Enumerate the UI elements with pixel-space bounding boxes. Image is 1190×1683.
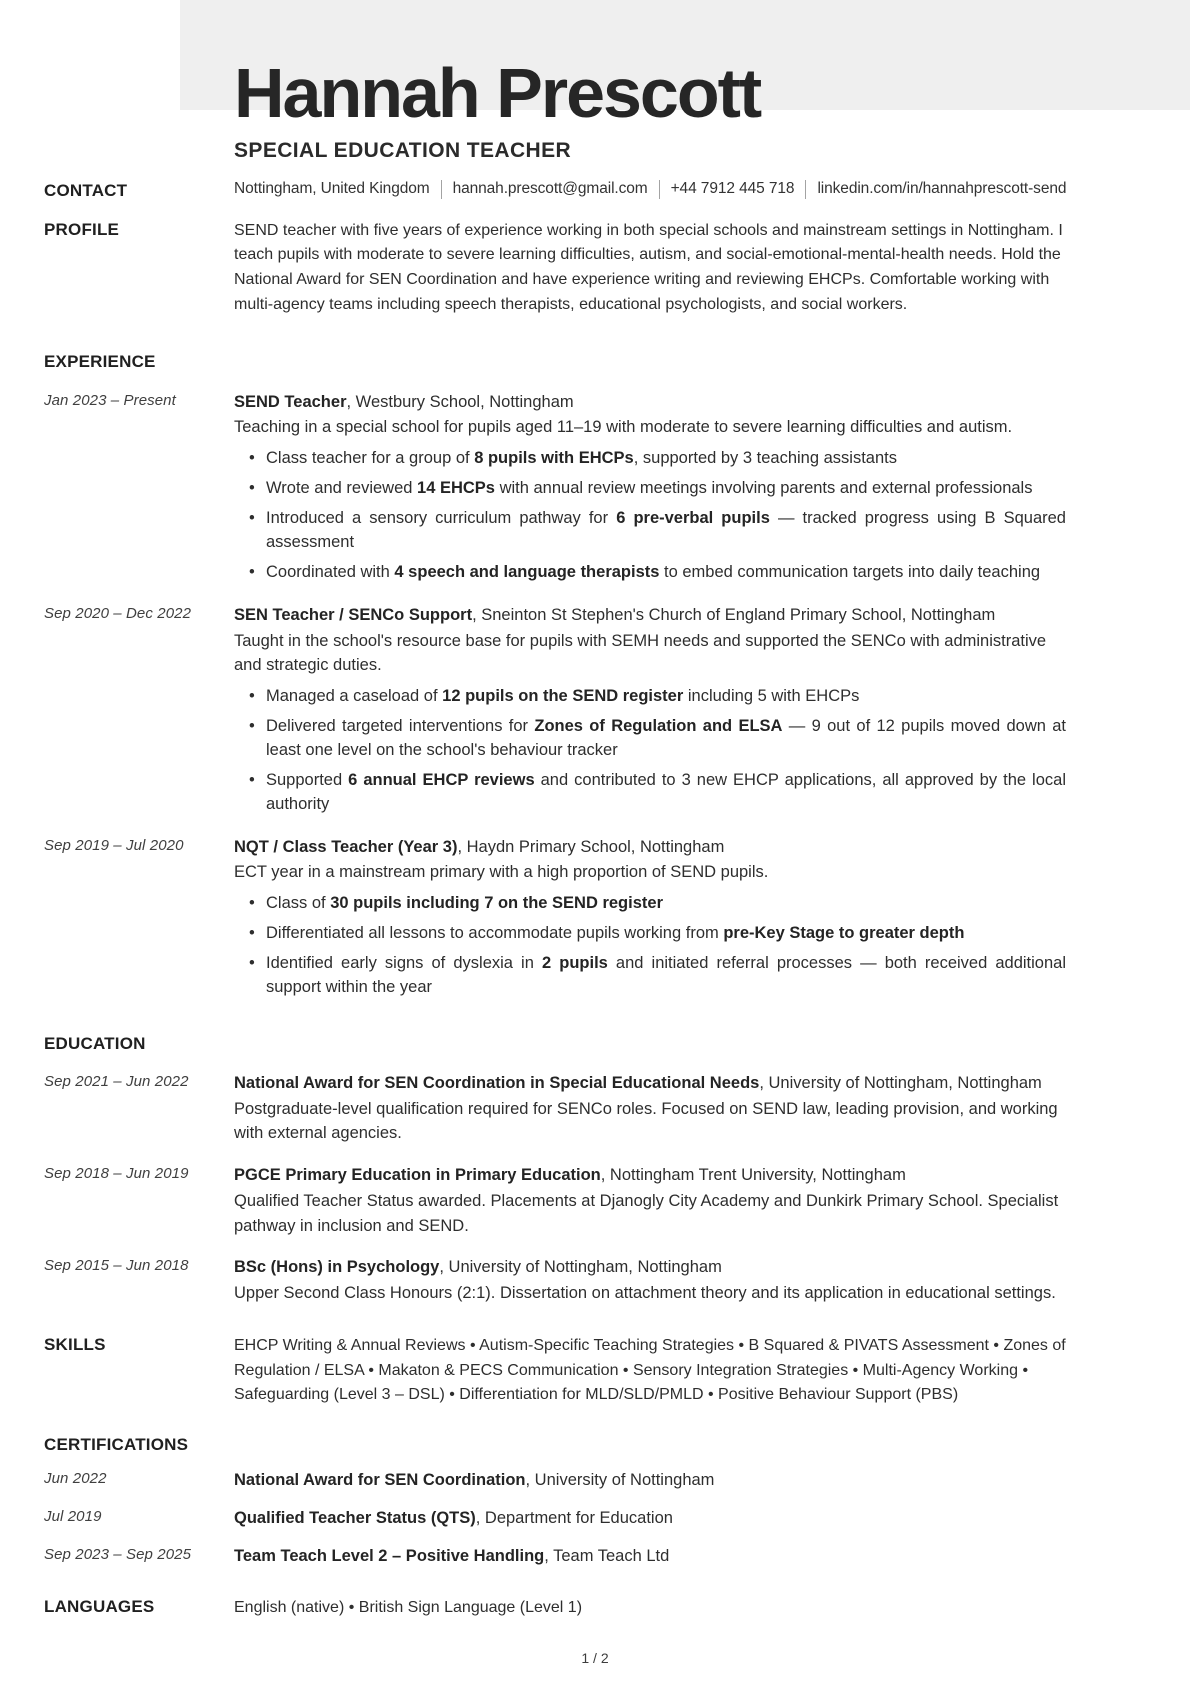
entry-date: Sep 2021 – Jun 2022 bbox=[44, 1072, 189, 1090]
contact-linkedin: linkedin.com/in/hannahprescott-send bbox=[817, 180, 1067, 197]
entry-date: Jun 2022 bbox=[44, 1470, 107, 1488]
entry-body bbox=[234, 1071, 1066, 1146]
entry-date: Sep 2019 – Jul 2020 bbox=[44, 836, 184, 854]
skills-section bbox=[44, 1334, 1066, 1408]
degree-name: BSc (Hons) in Psychology bbox=[234, 1258, 440, 1277]
certifications-section-label: CERTIFICATIONS bbox=[44, 1435, 189, 1455]
contact-section bbox=[44, 180, 1066, 201]
entry-date: Sep 2023 – Sep 2025 bbox=[44, 1545, 192, 1563]
entry-role: SEN Teacher / SENCo Support bbox=[234, 605, 473, 624]
entry-title bbox=[234, 390, 1066, 415]
bullet-item: • Identified early signs of dyslexia in 2 pupils and initiated referral processes — both received additional support within the year bbox=[266, 952, 1066, 1000]
experience-section bbox=[44, 351, 1066, 1000]
degree-name: National Award for SEN Coordination in Special Educational Needs bbox=[234, 1073, 760, 1092]
skills-text: EHCP Writing & Annual Reviews • Autism-Specific Teaching Strategies • B Squared & PIVATS Assessment • Zones of Regulation / ELSA • Makaton & PECS Communication • Sensory Integration Strategies • Multi-Agency Working • Safeguarding (Level 3 – DSL) • Differentiation for MLD/SLD/PMLD • Positive Behaviour Support (PBS) bbox=[234, 1336, 1066, 1404]
certification-name: Qualified Teacher Status (QTS) bbox=[234, 1508, 476, 1527]
certification-org: , Team Teach Ltd bbox=[544, 1546, 670, 1565]
entry-body bbox=[234, 390, 1066, 585]
bullet-item: • Coordinated with 4 speech and language therapists to embed communication targets into daily teaching bbox=[266, 561, 1066, 585]
experience-entry bbox=[44, 603, 1066, 817]
profile-section bbox=[44, 219, 1066, 318]
degree-desc: Postgraduate-level qualification required for SENCo roles. Focused on SEND law, leading provision, and working with external agencies. bbox=[234, 1099, 1058, 1143]
entry-role: SEND Teacher bbox=[234, 392, 347, 411]
degree-org: , University of Nottingham, Nottingham bbox=[759, 1073, 1042, 1092]
certification-entry bbox=[44, 1468, 1066, 1493]
entry-body bbox=[234, 603, 1066, 817]
entry-summary: Teaching in a special school for pupils aged 11–19 with moderate to severe learning difficulties and autism. bbox=[234, 418, 1013, 437]
degree-org: , University of Nottingham, Nottingham bbox=[439, 1258, 722, 1277]
resume-header bbox=[234, 0, 1066, 163]
experience-section-label: EXPERIENCE bbox=[44, 351, 156, 371]
certification-name: National Award for SEN Coordination bbox=[234, 1471, 526, 1490]
degree-title bbox=[234, 1255, 1066, 1280]
bullet-item: • Introduced a sensory curriculum pathway for 6 pre-verbal pupils — tracked progress using B Squared assessment bbox=[266, 507, 1066, 555]
degree-desc: Qualified Teacher Status awarded. Placements at Djanogly City Academy and Dunkirk Primary School. Specialist pathway in inclusion and SEND. bbox=[234, 1191, 1059, 1235]
contact-line bbox=[234, 180, 1066, 199]
entry-body bbox=[234, 1163, 1066, 1238]
languages-text: English (native) • British Sign Language (Level 1) bbox=[234, 1599, 583, 1617]
entry-org: , Haydn Primary School, Nottingham bbox=[457, 837, 725, 856]
certification-entry bbox=[44, 1544, 1066, 1569]
education-section bbox=[44, 1033, 1066, 1306]
certification-title bbox=[234, 1544, 1066, 1569]
education-entry bbox=[44, 1071, 1066, 1146]
entry-date: Sep 2018 – Jun 2019 bbox=[44, 1165, 189, 1183]
bullet-item: • Differentiated all lessons to accommodate pupils working from pre-Key Stage to greater depth bbox=[266, 922, 1066, 946]
degree-title bbox=[234, 1071, 1066, 1096]
degree-org: , Nottingham Trent University, Nottingham bbox=[600, 1166, 906, 1185]
profile-section-label: PROFILE bbox=[44, 219, 120, 239]
bullet-item: • Class teacher for a group of 8 pupils with EHCPs, supported by 3 teaching assistants bbox=[266, 447, 1066, 471]
bullet-item: • Delivered targeted interventions for Zones of Regulation and ELSA — 9 out of 12 pupils moved down at least one level on the school's behaviour tracker bbox=[266, 715, 1066, 763]
entry-bullets bbox=[234, 892, 1066, 1000]
separator bbox=[659, 180, 660, 199]
entry-date: Sep 2020 – Dec 2022 bbox=[44, 604, 192, 622]
experience-entry bbox=[44, 390, 1066, 585]
person-name: Hannah Prescott bbox=[234, 54, 761, 132]
separator bbox=[805, 180, 806, 199]
entry-date: Jul 2019 bbox=[44, 1507, 102, 1525]
separator bbox=[441, 180, 442, 199]
entry-org: , Westbury School, Nottingham bbox=[346, 392, 574, 411]
certification-entry bbox=[44, 1506, 1066, 1531]
certification-name: Team Teach Level 2 – Positive Handling bbox=[234, 1546, 545, 1565]
skills-section-label: SKILLS bbox=[44, 1334, 106, 1354]
education-entry bbox=[44, 1163, 1066, 1238]
entry-title bbox=[234, 603, 1066, 628]
entry-role: NQT / Class Teacher (Year 3) bbox=[234, 837, 458, 856]
education-entry bbox=[44, 1255, 1066, 1306]
profile-text: SEND teacher with five years of experience working in both special schools and mainstream settings in Nottingham. I teach pupils with moderate to severe learning difficulties, autism, and social-emotional-mental-health needs. Hold the National Award for SEN Coordination and have experience writing and reviewing EHCPs. Comfortable working with multi-agency teams including speech therapists, educational psychologists, and social workers. bbox=[234, 221, 1063, 313]
entry-bullets bbox=[234, 447, 1066, 585]
person-job-title: SPECIAL EDUCATION TEACHER bbox=[234, 138, 572, 162]
contact-email: hannah.prescott@gmail.com bbox=[452, 180, 648, 197]
entry-date: Sep 2015 – Jun 2018 bbox=[44, 1257, 189, 1275]
entry-summary: Taught in the school's resource base for pupils with SEMH needs and supported the SENCo with administrative and strategic duties. bbox=[234, 631, 1047, 675]
degree-title bbox=[234, 1163, 1066, 1188]
contact-phone: +44 7912 445 718 bbox=[670, 180, 795, 197]
certifications-section bbox=[44, 1434, 1066, 1568]
bullet-item: • Class of 30 pupils including 7 on the SEND register bbox=[266, 892, 1066, 916]
entry-org: , Sneinton St Stephen's Church of England Primary School, Nottingham bbox=[472, 605, 996, 624]
bullet-item: • Managed a caseload of 12 pupils on the SEND register including 5 with EHCPs bbox=[266, 685, 1066, 709]
contact-location: Nottingham, United Kingdom bbox=[234, 180, 430, 197]
entry-date: Jan 2023 – Present bbox=[44, 391, 176, 409]
experience-entry bbox=[44, 835, 1066, 1000]
entry-body bbox=[234, 1255, 1066, 1306]
entry-bullets bbox=[234, 685, 1066, 817]
degree-desc: Upper Second Class Honours (2:1). Dissertation on attachment theory and its application in educational settings. bbox=[234, 1284, 1056, 1303]
certification-org: , University of Nottingham bbox=[525, 1471, 715, 1490]
certification-title bbox=[234, 1468, 1066, 1493]
entry-body bbox=[234, 835, 1066, 1000]
languages-section bbox=[44, 1596, 1066, 1621]
contact-section-label: CONTACT bbox=[44, 180, 128, 200]
entry-title bbox=[234, 835, 1066, 860]
degree-name: PGCE Primary Education in Primary Education bbox=[234, 1166, 601, 1185]
certification-title bbox=[234, 1506, 1066, 1531]
page-number: 1 / 2 bbox=[581, 1650, 609, 1666]
certification-org: , Department for Education bbox=[475, 1508, 673, 1527]
entry-summary: ECT year in a mainstream primary with a high proportion of SEND pupils. bbox=[234, 863, 769, 882]
languages-section-label: LANGUAGES bbox=[44, 1597, 155, 1617]
bullet-item: • Supported 6 annual EHCP reviews and contributed to 3 new EHCP applications, all approved by the local authority bbox=[266, 769, 1066, 817]
bullet-item: • Wrote and reviewed 14 EHCPs with annual review meetings involving parents and external professionals bbox=[266, 477, 1066, 501]
education-section-label: EDUCATION bbox=[44, 1033, 146, 1053]
